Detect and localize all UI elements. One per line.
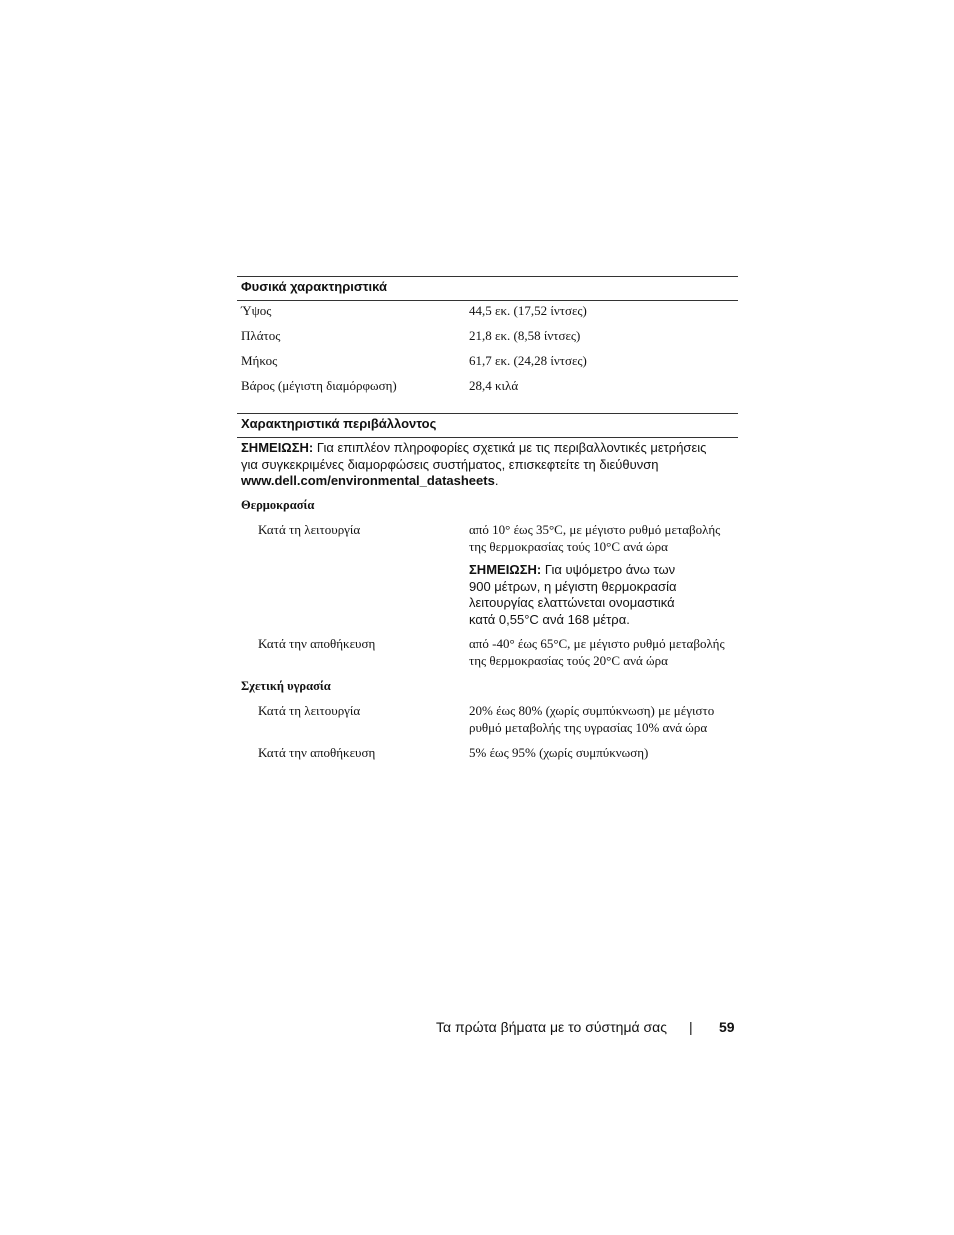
height-label: Ύψος	[241, 303, 272, 318]
humidity-storage-value: 5% έως 95% (χωρίς συμπύκνωση)	[469, 745, 649, 760]
environment-header-rule	[237, 437, 738, 438]
temperature-title: Θερμοκρασία	[241, 498, 315, 512]
temp-storage-value: από -40° έως 65°C, με μέγιστο ρυθμό μεταβολής της θερμοκρασίας τούς 20°C ανά ώρα	[469, 636, 725, 668]
length-label: Μήκος	[241, 353, 278, 368]
width-label: Πλάτος	[241, 328, 281, 343]
temp-storage-label: Κατά την αποθήκευση	[258, 636, 376, 651]
physical-header-rule	[237, 300, 738, 301]
footer-title: Τα πρώτα βήματα με το σύστημά σας	[436, 1019, 667, 1035]
note-label: ΣΗΜΕΙΩΣΗ:	[241, 440, 314, 455]
environment-note-line1: ΣΗΜΕΙΩΣΗ: Για επιπλέον πληροφορίες σχετικά με τις περιβαλλοντικές μετρήσεις	[241, 440, 707, 455]
temp-altitude-note: ΣΗΜΕΙΩΣΗ: Για υψόμετρο άνω των 900 μέτρων, η μέγιστη θερμοκρασία λειτουργίας ελαττώνεται ονομαστικά κατά 0,55°C ανά 168 μέτρα.	[469, 562, 677, 627]
altitude-note-label: ΣΗΜΕΙΩΣΗ:	[469, 562, 542, 577]
footer-separator: |	[689, 1019, 693, 1035]
humidity-operating-value: 20% έως 80% (χωρίς συμπύκνωση) με μέγιστο ρυθμό μεταβολής της υγρασίας 10% ανά ώρα	[469, 703, 715, 735]
humidity-operating-label: Κατά τη λειτουργία	[258, 703, 361, 718]
page-number: 59	[719, 1019, 735, 1035]
physical-header: Φυσικά χαρακτηριστικά	[241, 279, 387, 294]
humidity-title: Σχετική υγρασία	[241, 679, 331, 693]
environment-header: Χαρακτηριστικά περιβάλλοντος	[241, 416, 437, 431]
environment-note	[241, 440, 738, 490]
datasheets-link[interactable]: www.dell.com/environmental_datasheets	[241, 473, 495, 488]
length-value: 61,7 εκ. (24,28 ίντσες)	[469, 353, 587, 368]
environment-note-line2: για συγκεκριμένες διαμορφώσεις συστήματος, επισκεφτείτε τη διεύθυνση	[241, 456, 659, 472]
table-top-rule	[237, 276, 738, 277]
weight-label: Βάρος (μέγιστη διαμόρφωση)	[241, 378, 397, 393]
temp-operating-value: από 10° έως 35°C, με μέγιστο ρυθμό μεταβολής της θερμοκρασίας τούς 10°C ανά ώρα	[469, 522, 721, 554]
weight-value: 28,4 κιλά	[469, 378, 519, 393]
height-value: 44,5 εκ. (17,52 ίντσες)	[469, 303, 587, 318]
environment-note-line3: www.dell.com/environmental_datasheets.	[241, 473, 499, 488]
humidity-storage-label: Κατά την αποθήκευση	[258, 745, 376, 760]
environment-top-rule	[237, 413, 738, 414]
width-value: 21,8 εκ. (8,58 ίντσες)	[469, 328, 581, 343]
temp-operating-label: Κατά τη λειτουργία	[258, 522, 361, 537]
